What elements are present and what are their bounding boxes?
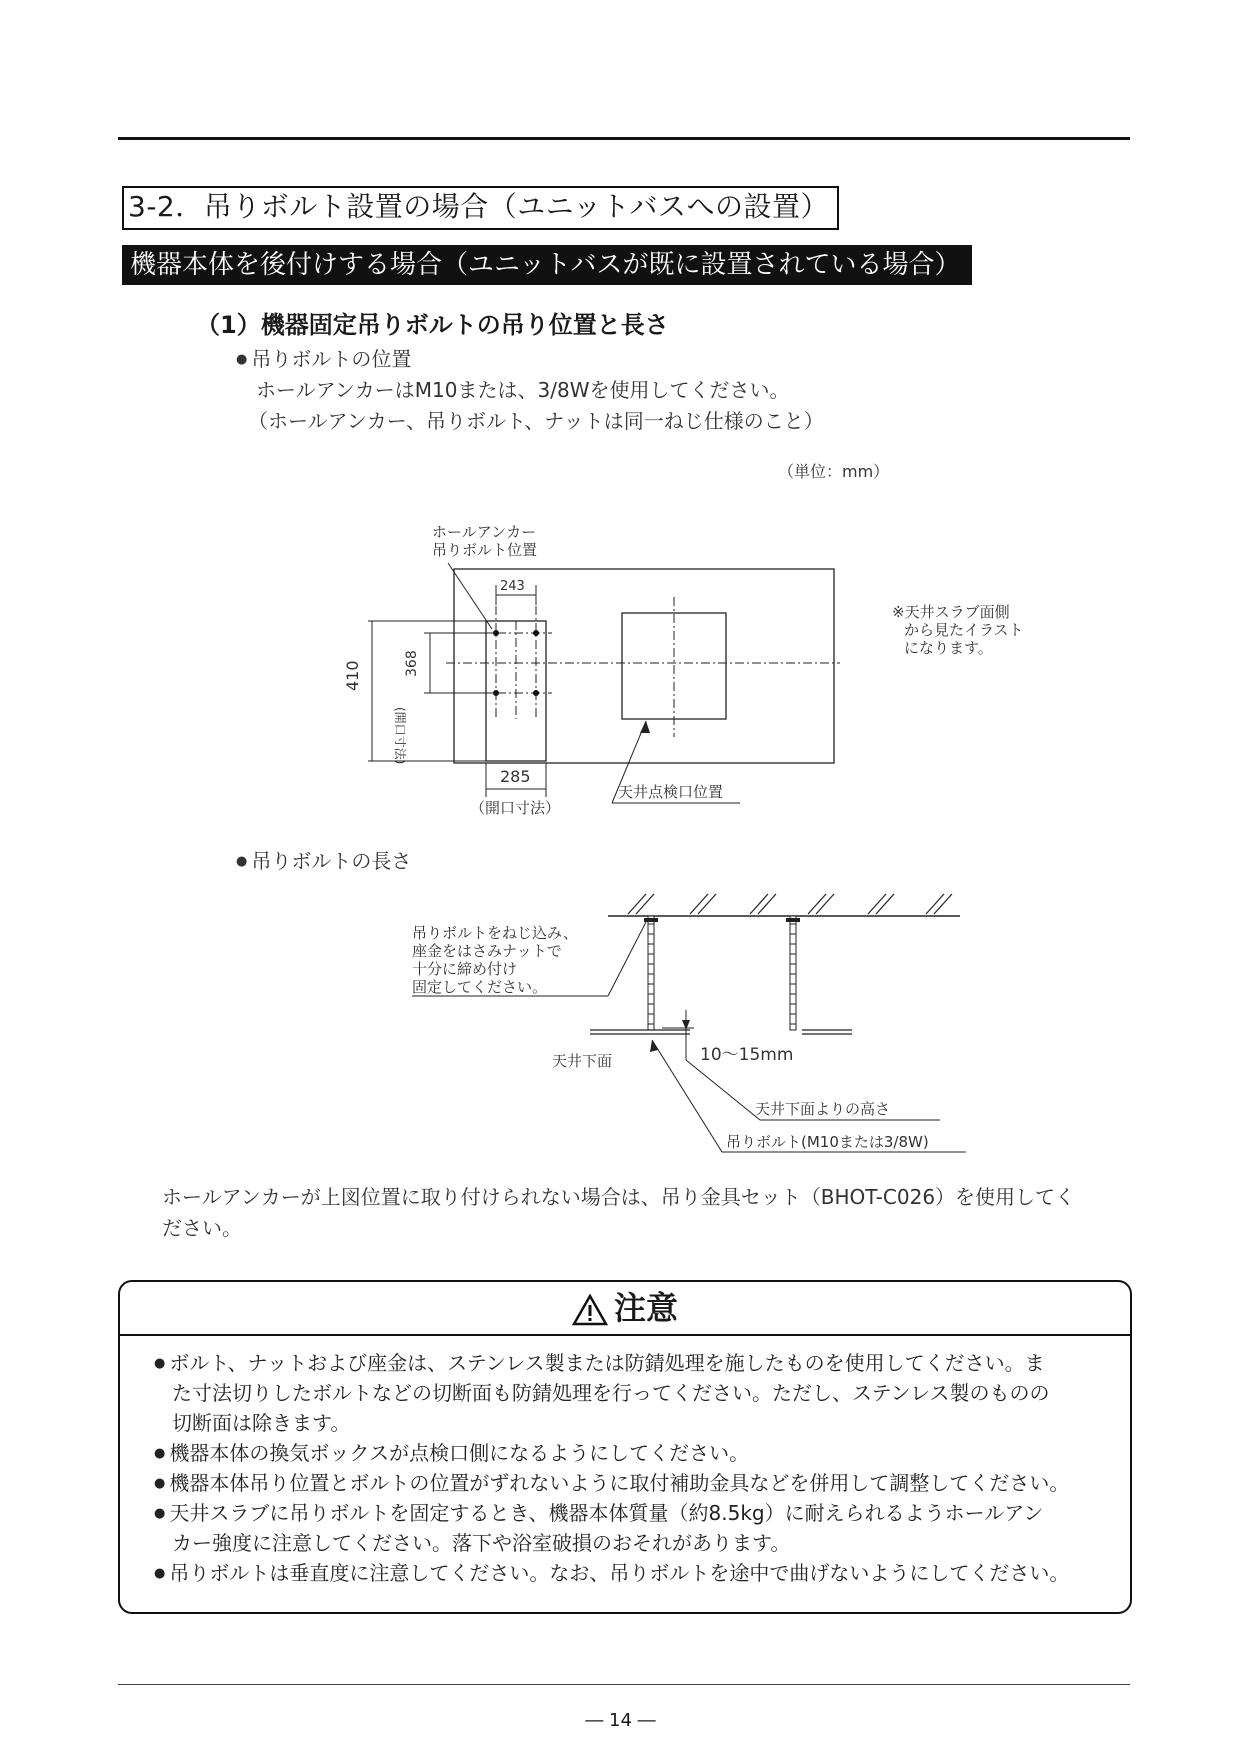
anchor-spec-text: ホールアンカーはM10または、3/8Wを使用してください。: [256, 378, 790, 402]
footer-rule: [118, 1684, 1130, 1685]
caution-item-4-line2: カー強度に注意してください。落下や浴室破損のおそれがあります。: [172, 1531, 791, 1555]
note-3: 十分に締め付け: [412, 960, 518, 978]
caution-item-1-line1: ● ボルト、ナットおよび座金は、ステンレス製または防錆処理を施したものを使用してください。ま: [154, 1348, 1045, 1382]
inspection-label: 天井点検口位置: [618, 783, 724, 801]
anchor-label-2: 吊りボルト位置: [432, 541, 538, 559]
bolt-length-diagram: [400, 880, 980, 1170]
anchor-note-line2: ださい。: [162, 1216, 242, 1240]
dim-opening-vertical: (開口寸法): [393, 707, 407, 765]
caution-item-1-line2: た寸法切りしたボルトなどの切断面も防錆処理を行ってください。ただし、ステンレス製のものの: [172, 1381, 1050, 1405]
bolt-label: 吊りボルト(M10または3/8W): [726, 1133, 929, 1151]
opening-label: （開口寸法）: [470, 799, 561, 817]
bolt-position-diagram: [340, 505, 1060, 825]
bolt-left: [644, 916, 658, 1030]
note-4: 固定してください。: [412, 978, 548, 996]
section-title: 3-2．吊りボルト設置の場合（ユニットバスへの設置）: [122, 186, 839, 230]
caution-item-1-line3: 切断面は除きます。: [172, 1411, 351, 1435]
page-number: ― 14 ―: [585, 1710, 656, 1731]
anchor-label-1: ホールアンカー: [432, 523, 537, 541]
height-label: 天井下面よりの高さ: [755, 1100, 891, 1118]
note-2: 座金をはさみナットで: [412, 942, 562, 960]
ceiling-slab-outline: [454, 569, 834, 763]
bolt-point-top-right: [533, 630, 539, 636]
side-note-1: ※天井スラブ面側: [892, 603, 1010, 621]
screw-spec-text: （ホールアンカー、吊りボルト、ナットは同一ねじ仕様のこと）: [248, 409, 824, 433]
bullet-bolt-length: ● 吊りボルトの長さ: [236, 848, 411, 878]
heading-bolt-position-length: （1）機器固定吊りボルトの吊り位置と長さ: [196, 311, 669, 339]
side-note-3: になります。: [904, 639, 993, 657]
bullet-bolt-position: ● 吊りボルトの位置: [236, 346, 411, 376]
caution-item-5: ● 吊りボルトは垂直度に注意してください。なお、吊りボルトを途中で曲げないようにしてください。: [154, 1558, 1069, 1592]
dim-285: 285: [500, 767, 531, 786]
caution-box: [118, 1280, 1132, 1614]
warning-triangle-icon: [572, 1294, 608, 1330]
dim-410: 410: [343, 660, 362, 691]
header-rule: [118, 137, 1130, 140]
dim-368: 368: [404, 650, 420, 677]
note-1: 吊りボルトをねじ込み、: [412, 924, 578, 942]
caution-title: 注意: [613, 1289, 678, 1327]
caution-item-2: ● 機器本体の換気ボックスが点検口側になるようにしてください。: [154, 1438, 749, 1472]
dim-243: 243: [500, 579, 525, 594]
caution-header: [120, 1282, 1130, 1336]
caution-item-4-line1: ● 天井スラブに吊りボルトを固定するとき、機器本体質量（約8.5kg）に耐えられるようホールアン: [154, 1498, 1043, 1532]
range-label: 10〜15mm: [700, 1045, 794, 1065]
caution-item-3: ● 機器本体吊り位置とボルトの位置がずれないように取付補助金具などを併用して調整してください。: [154, 1468, 1069, 1502]
unit-note: （単位：mm）: [778, 462, 890, 481]
bolt-right: [786, 916, 800, 1030]
anchor-note-line1: ホールアンカーが上図位置に取り付けられない場合は、吊り金具セット（BHOT-C026）を使用してく: [162, 1185, 1076, 1209]
sub-banner: 機器本体を後付けする場合（ユニットバスが既に設置されている場合）: [122, 245, 972, 285]
ceiling-bottom-label: 天井下面: [552, 1052, 613, 1070]
side-note-2: から見たイラスト: [904, 621, 1024, 639]
bolt-point-bottom-right: [533, 690, 539, 696]
